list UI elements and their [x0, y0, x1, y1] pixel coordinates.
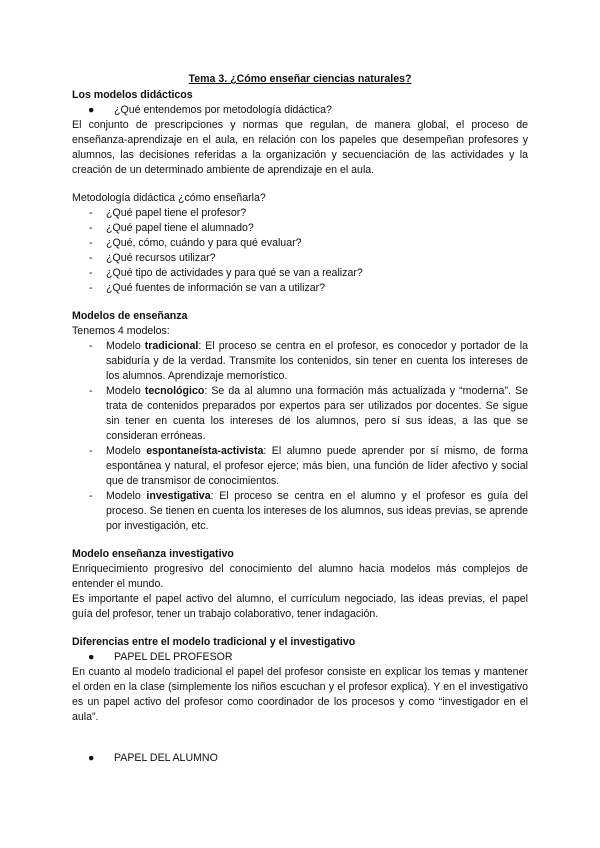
model-item-tecnologico: [72, 384, 528, 444]
bullet-item: [72, 650, 528, 665]
bullet-icon: ●: [88, 752, 95, 764]
bullet-item: [72, 751, 528, 766]
document-content: [72, 72, 528, 766]
models-intro: Tenemos 4 modelos:: [72, 325, 170, 337]
dash-icon: -: [89, 267, 93, 279]
list-item: [72, 206, 528, 221]
dash-icon: -: [89, 222, 93, 234]
list-item-text: ¿Qué papel tiene el profesor?: [106, 207, 247, 219]
list-item-text: ¿Qué papel tiene el alumnado?: [106, 222, 254, 234]
model-prefix: Modelo: [106, 490, 147, 502]
heading-modelos-ensenanza: Modelos de enseñanza: [72, 310, 188, 322]
dash-icon: -: [89, 252, 93, 264]
paragraph-papel-activo: Es importante el papel activo del alumno, el currículum negociado, las ideas previas, el papel guía del profesor, tener un trabajo colaborativo, tener indagación.: [72, 593, 528, 620]
heading-modelos-didacticos: Los modelos didácticos: [72, 89, 193, 101]
models-list: [72, 339, 528, 534]
paragraph-papel-profesor: En cuanto al modelo tradicional el papel del profesor consiste en explicar los temas y mantener el orden en la clase (simplemente los niños escuchan y el profesor explica). Y en el investigativo es un papel activo del profesor como coordinador de los procesos y como “investigador en el aula”.: [72, 666, 528, 723]
model-description: : Se da al alumno una formación más actualizada y “moderna”. Se trata de contenidos preparados por expertos para ser utilizados por docentes. Se sigue sin tener en cuenta los intereses de los alumnos, pero sí sus ideas, a las que se consideran erróneas.: [106, 385, 528, 442]
dash-icon: -: [89, 490, 93, 502]
model-name: espontaneísta-activista: [146, 445, 264, 457]
document-title: Tema 3. ¿Cómo enseñar ciencias naturales?: [188, 73, 412, 85]
dash-icon: -: [89, 237, 93, 249]
dash-icon: -: [89, 207, 93, 219]
list-item: [72, 281, 528, 296]
model-prefix: Modelo: [106, 340, 145, 352]
model-prefix: Modelo: [106, 445, 147, 457]
model-description: : El alumno puede aprender por sí mismo, de forma espontánea y natural, el profesor ejerce; más bien, una función de líder afectivo y social que de transmisor de conocimientos.: [106, 445, 528, 487]
model-item-tradicional: [72, 339, 528, 384]
list-item-text: ¿Qué, cómo, cuándo y para qué evaluar?: [106, 237, 302, 249]
dash-icon: -: [89, 445, 93, 457]
model-description: : El proceso se centra en el profesor, es conocedor y portador de la sabiduría y de la verdad. Transmite los contenidos, sin tener en cuenta los intereses de los alumnos. Aprendizaje memorístico.: [106, 340, 528, 382]
model-description: : El proceso se centra en el alumno y el profesor es guía del proceso. Se tienen en cuenta los intereses de los alumnos, sus ideas previas, se aprende por investigación, etc.: [106, 490, 528, 532]
list-item-text: ¿Qué tipo de actividades y para qué se van a realizar?: [106, 267, 363, 279]
model-item-espontaneista: [72, 444, 528, 489]
list-item: [72, 266, 528, 281]
bullet-text: PAPEL DEL ALUMNO: [114, 752, 218, 764]
heading-diferencias: Diferencias entre el modelo tradicional y el investigativo: [72, 636, 356, 648]
dash-icon: -: [89, 340, 93, 352]
model-prefix: Modelo: [106, 385, 145, 397]
list-item: [72, 236, 528, 251]
paragraph-definition: El conjunto de prescripciones y normas que regulan, de manera global, el proceso de enseñanza-aprendizaje en el aula, en relación con los papeles que desempeñan profesores y alumnos, las decisiones referidas a la organización y secuenciación de las actividades y la creación de un determinado ambiente de aprendizaje en el aula.: [72, 119, 528, 176]
model-name: tradicional: [144, 340, 199, 352]
bullet-text: PAPEL DEL PROFESOR: [114, 651, 233, 663]
list-item: [72, 251, 528, 266]
dash-icon: -: [89, 385, 93, 397]
list-item-text: ¿Qué recursos utilizar?: [106, 252, 216, 264]
bullet-text: ¿Qué entendemos por metodología didáctica?: [114, 104, 332, 116]
bullet-icon: ●: [88, 104, 95, 116]
dash-icon: -: [89, 282, 93, 294]
model-item-investigativa: [72, 489, 528, 534]
paragraph-enriquecimiento: Enriquecimiento progresivo del conocimiento del alumno hacia modelos más complejos de entender el mundo.: [72, 563, 528, 590]
bullet-icon: ●: [88, 651, 95, 663]
list-item: [72, 221, 528, 236]
method-intro: Metodología didáctica ¿cómo enseñarla?: [72, 192, 266, 204]
model-name: investigativa: [146, 490, 211, 502]
model-name: tecnológico: [144, 385, 205, 397]
list-item-text: ¿Qué fuentes de información se van a utilizar?: [106, 282, 326, 294]
question-list: [72, 206, 528, 296]
heading-modelo-investigativo: Modelo enseñanza investigativo: [72, 548, 234, 560]
bullet-item: [72, 103, 528, 118]
